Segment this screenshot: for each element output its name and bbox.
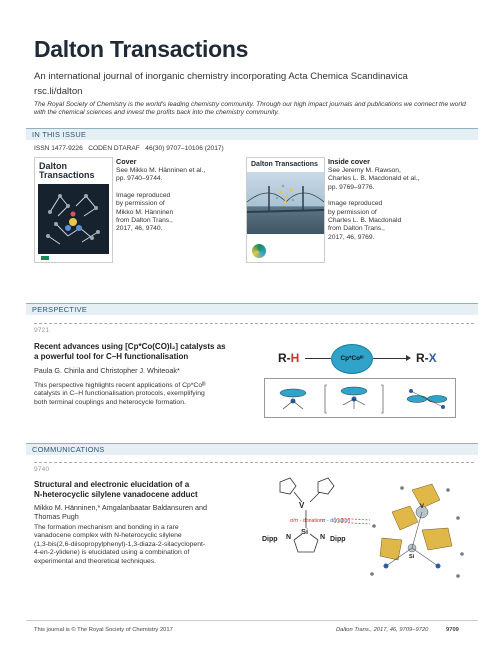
issn-line [34,145,224,152]
inside-cover-image[interactable] [246,157,325,263]
journal-subtitle: An international journal of inorganic chemistry incorporating Acta Chemica Scandinavica [34,71,408,82]
section-perspective: PERSPECTIVE [26,303,478,315]
journal-title: Dalton Transactions [34,36,249,62]
perspective-title[interactable] [34,342,244,362]
communication-abstract-line: experimental and theoretical techniques. [34,557,157,565]
nitrogen-right-label: N [320,534,326,541]
perspective-abstract-line: both terminal couplings and heterocycle formation. [34,398,186,406]
catalyst-structures [264,378,456,418]
communication-abstract-line: The formation mechanism and bonding in a rare [34,524,179,531]
inside-cover-label: Inside cover [328,157,370,166]
cover-text [116,167,206,234]
perspective-authors: Paula G. Chirila and Christopher J. Whiteoak* [34,366,180,375]
reactant-h: H [290,351,300,365]
nitrogen-left-label: N [286,534,292,541]
cover-art [38,184,109,254]
rsc-badge-icon [252,244,266,258]
silicon-label: Si [301,527,309,536]
communication-page-number: 9740 [34,466,50,473]
arrow-head-icon [406,355,411,361]
inside-cover-credit: Charles L. B. Macdonald [328,217,402,225]
footer-citation: Dalton Trans., 2017, 46, 9709–9720 [336,627,429,633]
silylene-vanadocene-graphic [262,470,472,590]
communication-authors-line: Thomas Pugh [34,512,79,521]
inside-cover-line: See Jeremy M. Rawson, [328,167,401,174]
footer-copyright: This journal is © The Royal Society of Chemistry 2017 [34,627,173,633]
perspective-abstract [34,382,244,407]
footer-page-number: 9709 [446,627,459,633]
cover-credit: Image reproduced [116,191,171,199]
communication-title-line: Structural and electronic elucidation of a [34,480,190,489]
section-in-this-issue: IN THIS ISSUE [26,128,478,140]
footer-rule [26,620,478,621]
reactant [278,351,299,365]
perspective-abstract-line: catalysts in C–H functionalisation protocols, exemplifying [34,390,205,398]
inside-cover-line: Charles L. B. Macdonald et al., [328,175,420,183]
divider [34,323,474,324]
inside-cover-credit: by permission of [328,208,377,216]
arrow-line [373,358,409,359]
journal-description: The Royal Society of Chemistry is the world's leading chemistry community. Through our high impact journals and publications we connect the world with the chemical sciences and invest the profits back into the chemistry community. [34,101,466,117]
inside-cover-text [328,167,468,242]
perspective-abstract-line: This perspective highlights recent applications of Cp*Coᴵᴵᴵ [34,382,206,389]
inside-cover-mini-title: Dalton Transactions [251,161,318,168]
cover-credit: Mikko M. Hänninen [116,208,174,216]
cover-credit: by permission of [116,200,165,208]
cover-line: See Mikko M. Hänninen et al., [116,167,206,174]
product [416,351,437,365]
inside-cover-credit: 2017, 46, 9769. [328,233,375,241]
catalyst-circle: Cp*Coᴵᴵᴵ [331,344,373,374]
communication-abstract-line: (1,3-bis(2,6-diisopropylphenyl)-1,3-diaza-2-silacyclopent- [34,540,206,548]
perspective-title-line: Recent advances using [Cp*Co(CO)I₂] catalysts as [34,342,226,351]
inside-cover-art [247,172,324,234]
product-r: R- [416,351,429,365]
crystal-v-label: V [420,504,425,510]
communication-abstract-line: vanadocene complex with N-heterocyclic silylene [34,532,182,540]
inside-cover-credit: from Dalton Trans., [328,225,385,233]
cover-credit: from Dalton Trans., [116,217,173,225]
cover-image[interactable] [34,157,113,263]
communication-authors-line: Mikko M. Hänninen,* Amgalanbaatar Baldansuren and [34,503,208,512]
crystal-si-label: Si [409,554,415,560]
perspective-page-number: 9721 [34,327,50,334]
sigma-pi-donation-label: σ/π - donation [290,518,323,524]
cover-mini-title: Dalton Transactions [39,161,95,180]
product-x: X [428,351,437,365]
communication-abstract [34,524,249,566]
issn: ISSN 1477-9226 [34,145,83,152]
communication-title-line: N-heterocyclic silylene vanadocene adduct [34,490,198,499]
journal-url[interactable]: rsc.li/dalton [34,86,83,97]
reactant-r: R- [278,351,291,365]
inside-cover-line: pp. 9769–9776. [328,183,375,191]
inside-cover-credit: Image reproduced [328,200,383,208]
dipp-left-label: Dipp [262,536,278,543]
divider [34,462,474,463]
arrow-line [305,358,331,359]
coden: CODEN DTARAF [88,145,140,152]
pi-donation-label: π - donation [322,518,351,524]
communication-abstract-line: 4-en-2-ylidene) is elucidated using a combination of [34,549,190,557]
section-communications: COMMUNICATIONS [26,443,478,455]
rsc-logo-icon [41,256,49,260]
dipp-right-label: Dipp [330,536,346,543]
communication-title[interactable] [34,480,244,500]
cover-line: pp. 9740–9744. [116,175,163,183]
cover-credit: 2017, 46, 9740. [116,225,163,233]
reaction-scheme [278,344,438,374]
volume: 46(30) 9707–10106 (2017) [145,145,224,152]
cover-label: Cover [116,157,137,166]
communication-authors [34,503,207,521]
vanadium-label: V [299,501,305,510]
perspective-title-line: a powerful tool for C–H functionalisation [34,352,189,361]
